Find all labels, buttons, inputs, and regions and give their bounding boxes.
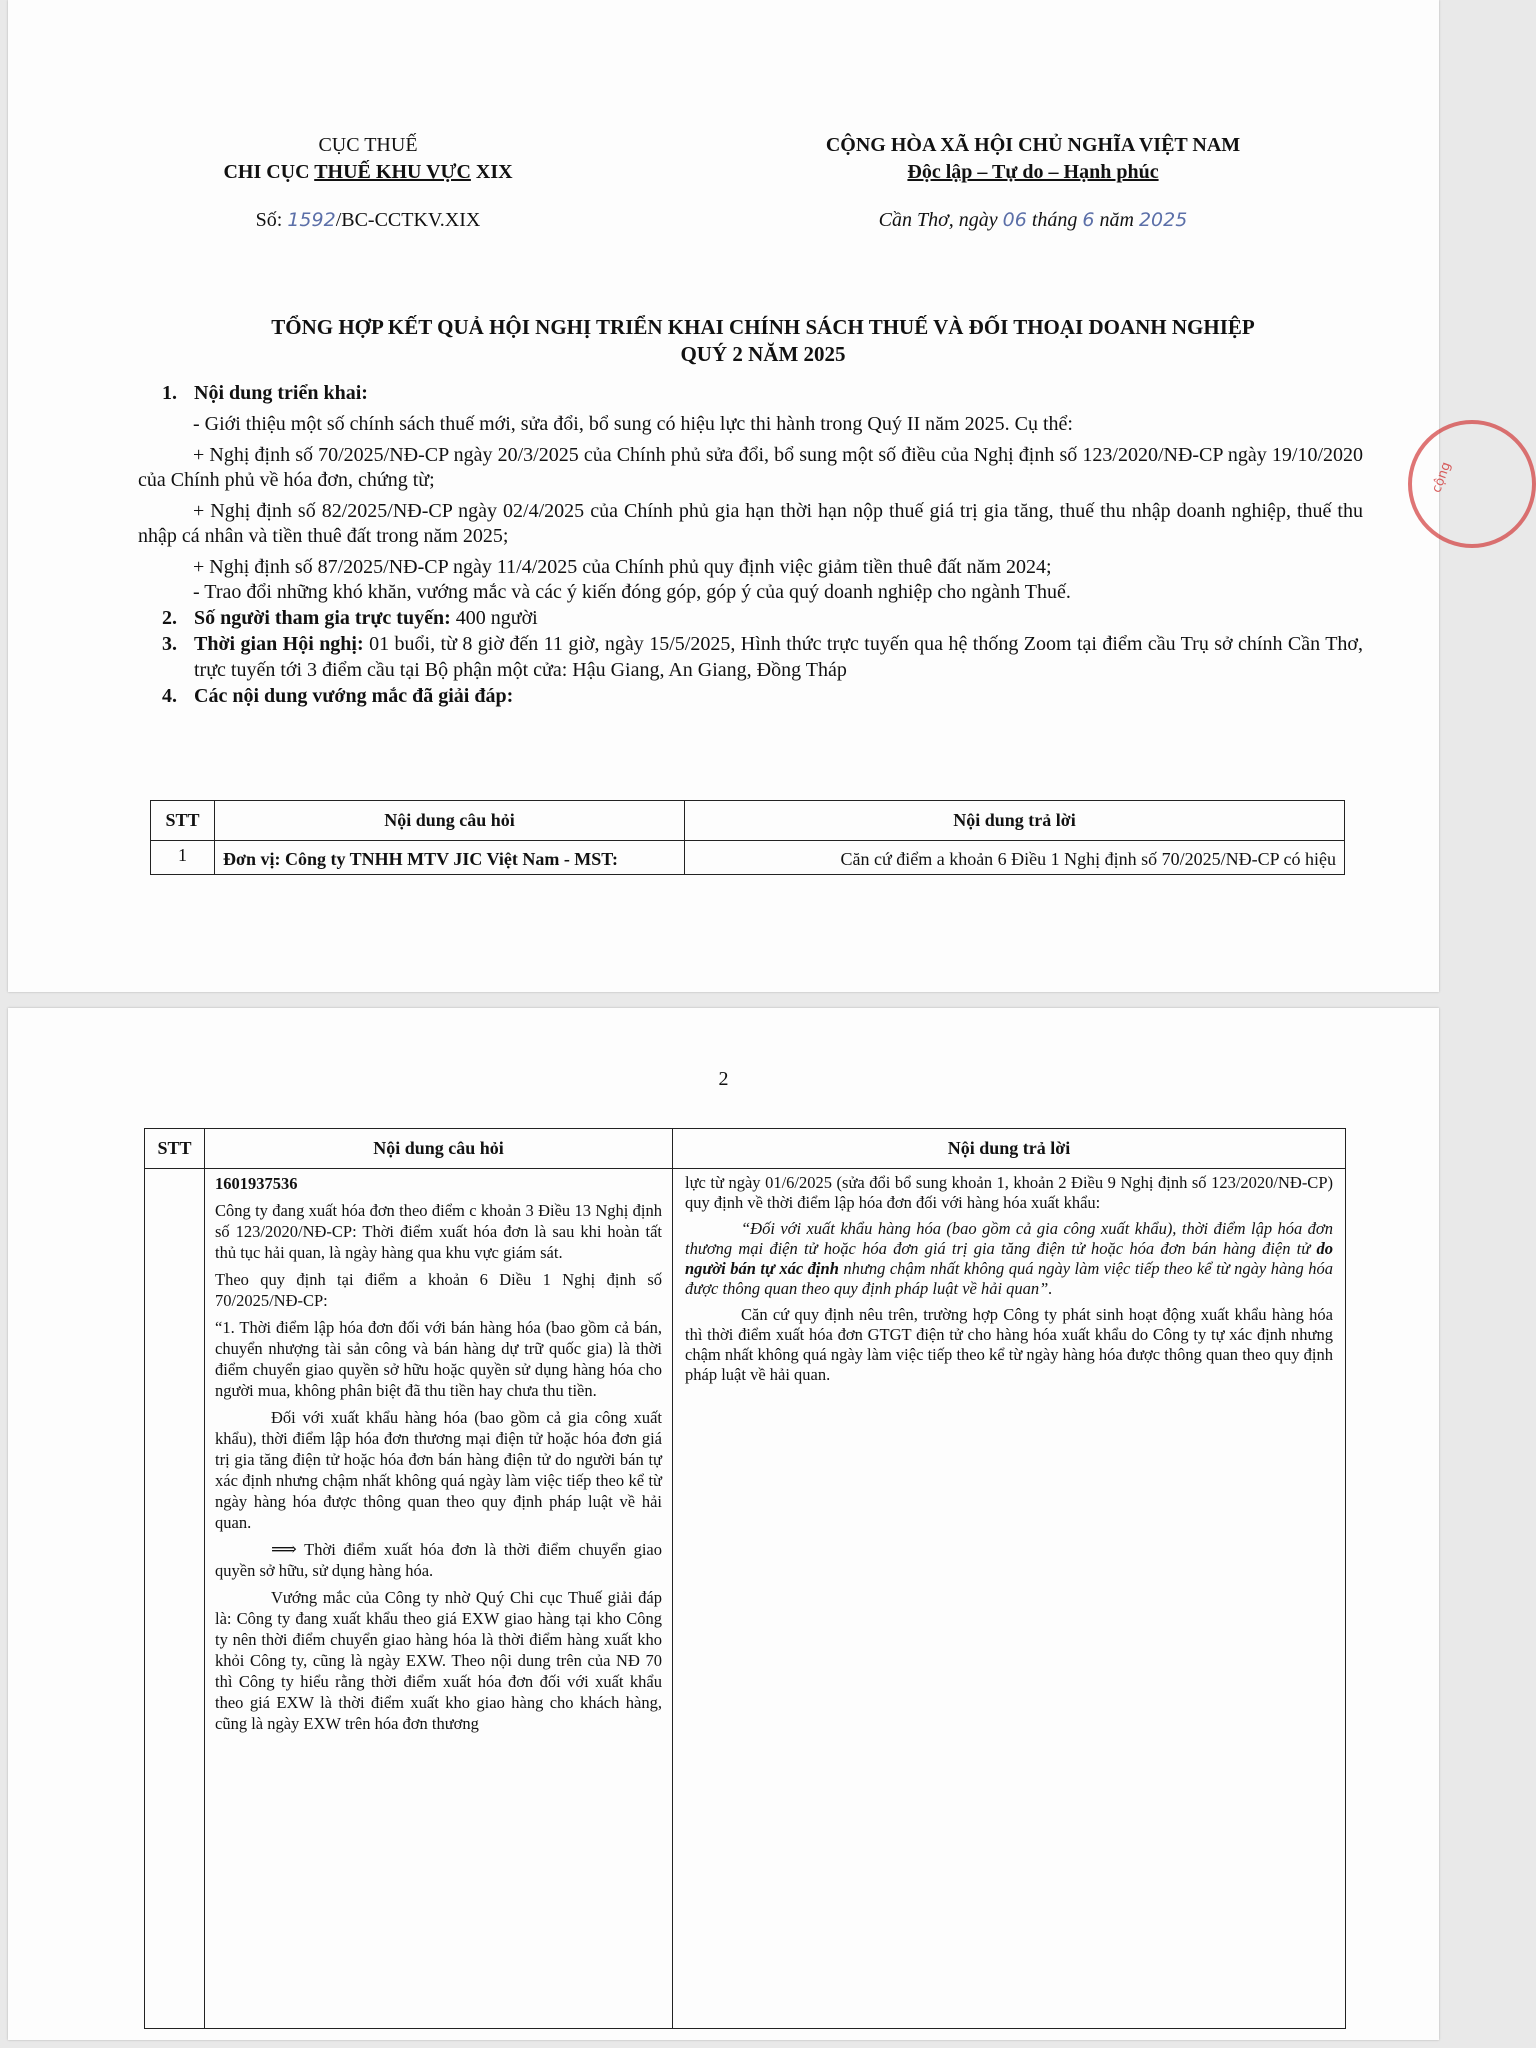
section-1-item: - Trao đổi những khó khăn, vướng mắc và các ý kiến đóng góp, góp ý của quý doanh nghiệp cho ngành Thuế.	[193, 581, 1071, 603]
table-row	[145, 1169, 1346, 2029]
col-stt: STT	[145, 1129, 205, 1169]
red-seal-stamp	[1408, 420, 1536, 548]
section-1-item: - Giới thiệu một số chính sách thuế mới, sửa đổi, bổ sung có hiệu lực thi hành trong Quý II năm 2025. Cụ thể:	[193, 413, 1073, 435]
section-1-item: + Nghị định số 87/2025/NĐ-CP ngày 11/4/2025 của Chính phủ quy định việc giảm tiền thuê đất năm 2024;	[193, 556, 1052, 578]
page-number: 2	[718, 1068, 729, 1090]
row-question: Đơn vị: Công ty TNHH MTV JIC Việt Nam - MST:	[215, 841, 685, 875]
col-question: Nội dung câu hỏi	[205, 1129, 673, 1169]
section-1-item: + Nghị định số 70/2025/NĐ-CP ngày 20/3/2025 của Chính phủ sửa đổi, bổ sung một số điều của Nghị định số 123/2020/NĐ-CP ngày 19/10/2020 của Chính phủ về hóa đơn, chứng từ;	[138, 444, 1363, 491]
tax-code: 1601937536	[215, 1174, 298, 1193]
document-number: Số: 1592/BC-CCTKV.XIX	[255, 209, 481, 231]
agency-line-1: CỤC THUẾ	[318, 134, 418, 156]
report-body	[138, 380, 1363, 709]
agency-line-2: CHI CỤC THUẾ KHU VỰC XIX	[223, 161, 513, 183]
section-4-heading: 4. Các nội dung vướng mắc đã giải đáp:	[162, 685, 514, 707]
question-paragraph: “1. Thời điểm lập hóa đơn đối với bán hàng hóa (bao gồm cả bán, chuyển nhượng tài sản công và bán hàng dự trữ quốc gia) là thời điểm chuyển giao quyền sở hữu hoặc quyền sử dụng hàng hóa cho người mua, không phân biệt đã thu tiền hay chưa thu tiền.	[215, 1318, 662, 1400]
answer-paragraph: lực từ ngày 01/6/2025 (sửa đổi bổ sung khoản 1, khoản 2 Điều 9 Nghị định số 123/2020/NĐ-CP) quy định về thời điểm lập hóa đơn đối với hàng hóa xuất khẩu:	[685, 1173, 1333, 1212]
answer-paragraph: Căn cứ quy định nêu trên, trường hợp Công ty phát sinh hoạt động xuất khẩu hàng hóa thì thời điểm xuất hóa đơn GTGT điện tử cho hàng hóa xuất khẩu do Công ty tự xác định nhưng chậm nhất không quá ngày làm việc tiếp theo kể từ ngày hàng hóa được thông quan theo quy định pháp luật về hải quan.	[685, 1305, 1333, 1384]
section-1-item: + Nghị định số 82/2025/NĐ-CP ngày 02/4/2025 của Chính phủ gia hạn thời hạn nộp thuế giá trị gia tăng, thuế thu nhập doanh nghiệp, thuế thu nhập cá nhân và tiền thuê đất trong năm 2025;	[138, 500, 1363, 547]
row-stt	[145, 1169, 205, 2029]
row-stt: 1	[151, 841, 215, 875]
section-1-heading: 1. Nội dung triển khai:	[162, 382, 368, 404]
qa-table-page-1	[150, 800, 1345, 875]
table-header-row	[151, 801, 1345, 841]
row-answer	[673, 1169, 1346, 2029]
question-paragraph: Vướng mắc của Công ty nhờ Quý Chi cục Thuế giải đáp là: Công ty đang xuất khẩu theo giá EXW giao hàng tại kho Công ty nên thời điểm chuyển giao hàng hóa là thời điểm hàng xuất kho khỏi Công ty, cũng là ngày EXW. Theo nội dung trên của NĐ 70 thì Công ty hiểu rằng thời điểm xuất hóa đơn đối với xuất khẩu theo giá EXW là thời điểm xuất kho giao hàng cho khách hàng, cũng là ngày EXW trên hóa đơn thương	[215, 1588, 662, 1733]
stamp-text: cộng	[1429, 460, 1455, 495]
answer-quote: “Đối với xuất khẩu hàng hóa (bao gồm cả gia công xuất khẩu), thời điểm lập hóa đơn thương mại điện tử hoặc hóa đơn giá trị gia tăng điện tử hoặc hóa đơn bán hàng điện tử do người bán tự xác định nhưng chậm nhất không quá ngày làm việc tiếp theo kể từ ngày hàng hóa được thông quan theo quy định pháp luật về hải quan”.	[685, 1219, 1333, 1298]
motto: Độc lập – Tự do – Hạnh phúc	[907, 161, 1159, 183]
table-header-row	[145, 1129, 1346, 1169]
nation-name: CỘNG HÒA XÃ HỘI CHỦ NGHĨA VIỆT NAM	[825, 134, 1241, 156]
question-conclusion: ⟹ Thời điểm xuất hóa đơn là thời điểm chuyển giao quyền sở hữu, sử dụng hàng hóa.	[215, 1539, 662, 1580]
arrow-icon: ⟹	[271, 1539, 297, 1559]
col-answer: Nội dung trả lời	[673, 1129, 1346, 1169]
question-paragraph: Đối với xuất khẩu hàng hóa (bao gồm cả gia công xuất khẩu), thời điểm lập hóa đơn thương mại điện tử hoặc hóa đơn giá trị gia tăng điện tử hoặc hóa đơn bán hàng điện tử do người bán tự xác định nhưng chậm nhất không quá ngày làm việc tiếp theo kể từ ngày hàng hóa được thông quan theo quy định pháp luật về hải quan.	[215, 1408, 662, 1532]
row-question	[205, 1169, 673, 2029]
issuing-agency	[158, 132, 578, 186]
national-header	[698, 132, 1368, 186]
col-question: Nội dung câu hỏi	[215, 801, 685, 841]
document-page-1	[8, 0, 1455, 992]
handwritten-number: 1592	[287, 209, 336, 231]
col-answer: Nội dung trả lời	[685, 801, 1345, 841]
document-date: Cần Thơ, ngày 06 tháng 6 năm 2025	[878, 209, 1188, 231]
row-answer: Căn cứ điểm a khoản 6 Điều 1 Nghị định số 70/2025/NĐ-CP có hiệu	[685, 841, 1345, 875]
question-paragraph: Công ty đang xuất hóa đơn theo điểm c khoản 3 Điều 13 Nghị định số 123/2020/NĐ-CP: Thời điểm xuất hóa đơn là sau khi hoàn tất thủ tục hải quan, là ngày hàng qua khu vực giám sát.	[215, 1201, 662, 1262]
section-3: 3. Thời gian Hội nghị: 01 buổi, từ 8 giờ đến 11 giờ, ngày 15/5/2025, Hình thức trực tuyến qua hệ thống Zoom tại điểm cầu Trụ sở chính Cần Thơ, trực tuyến tới 3 điểm cầu tại Bộ phận một cửa: Hậu Giang, An Giang, Đồng Tháp	[162, 633, 1363, 681]
question-paragraph: Theo quy định tại điểm a khoản 6 Diều 1 Nghị định số 70/2025/NĐ-CP:	[215, 1270, 662, 1310]
col-stt: STT	[151, 801, 215, 841]
table-row	[151, 841, 1345, 875]
document-title: TỔNG HỢP KẾT QUẢ HỘI NGHỊ TRIỂN KHAI CHÍNH SÁCH THUẾ VÀ ĐỐI THOẠI DOANH NGHIỆP QUÝ 2 NĂM 2025	[271, 315, 1255, 366]
document-page-2	[8, 1008, 1439, 2040]
qa-table-page-2	[144, 1128, 1346, 2029]
section-2: 2. Số người tham gia trực tuyến: 400 người	[162, 607, 538, 629]
